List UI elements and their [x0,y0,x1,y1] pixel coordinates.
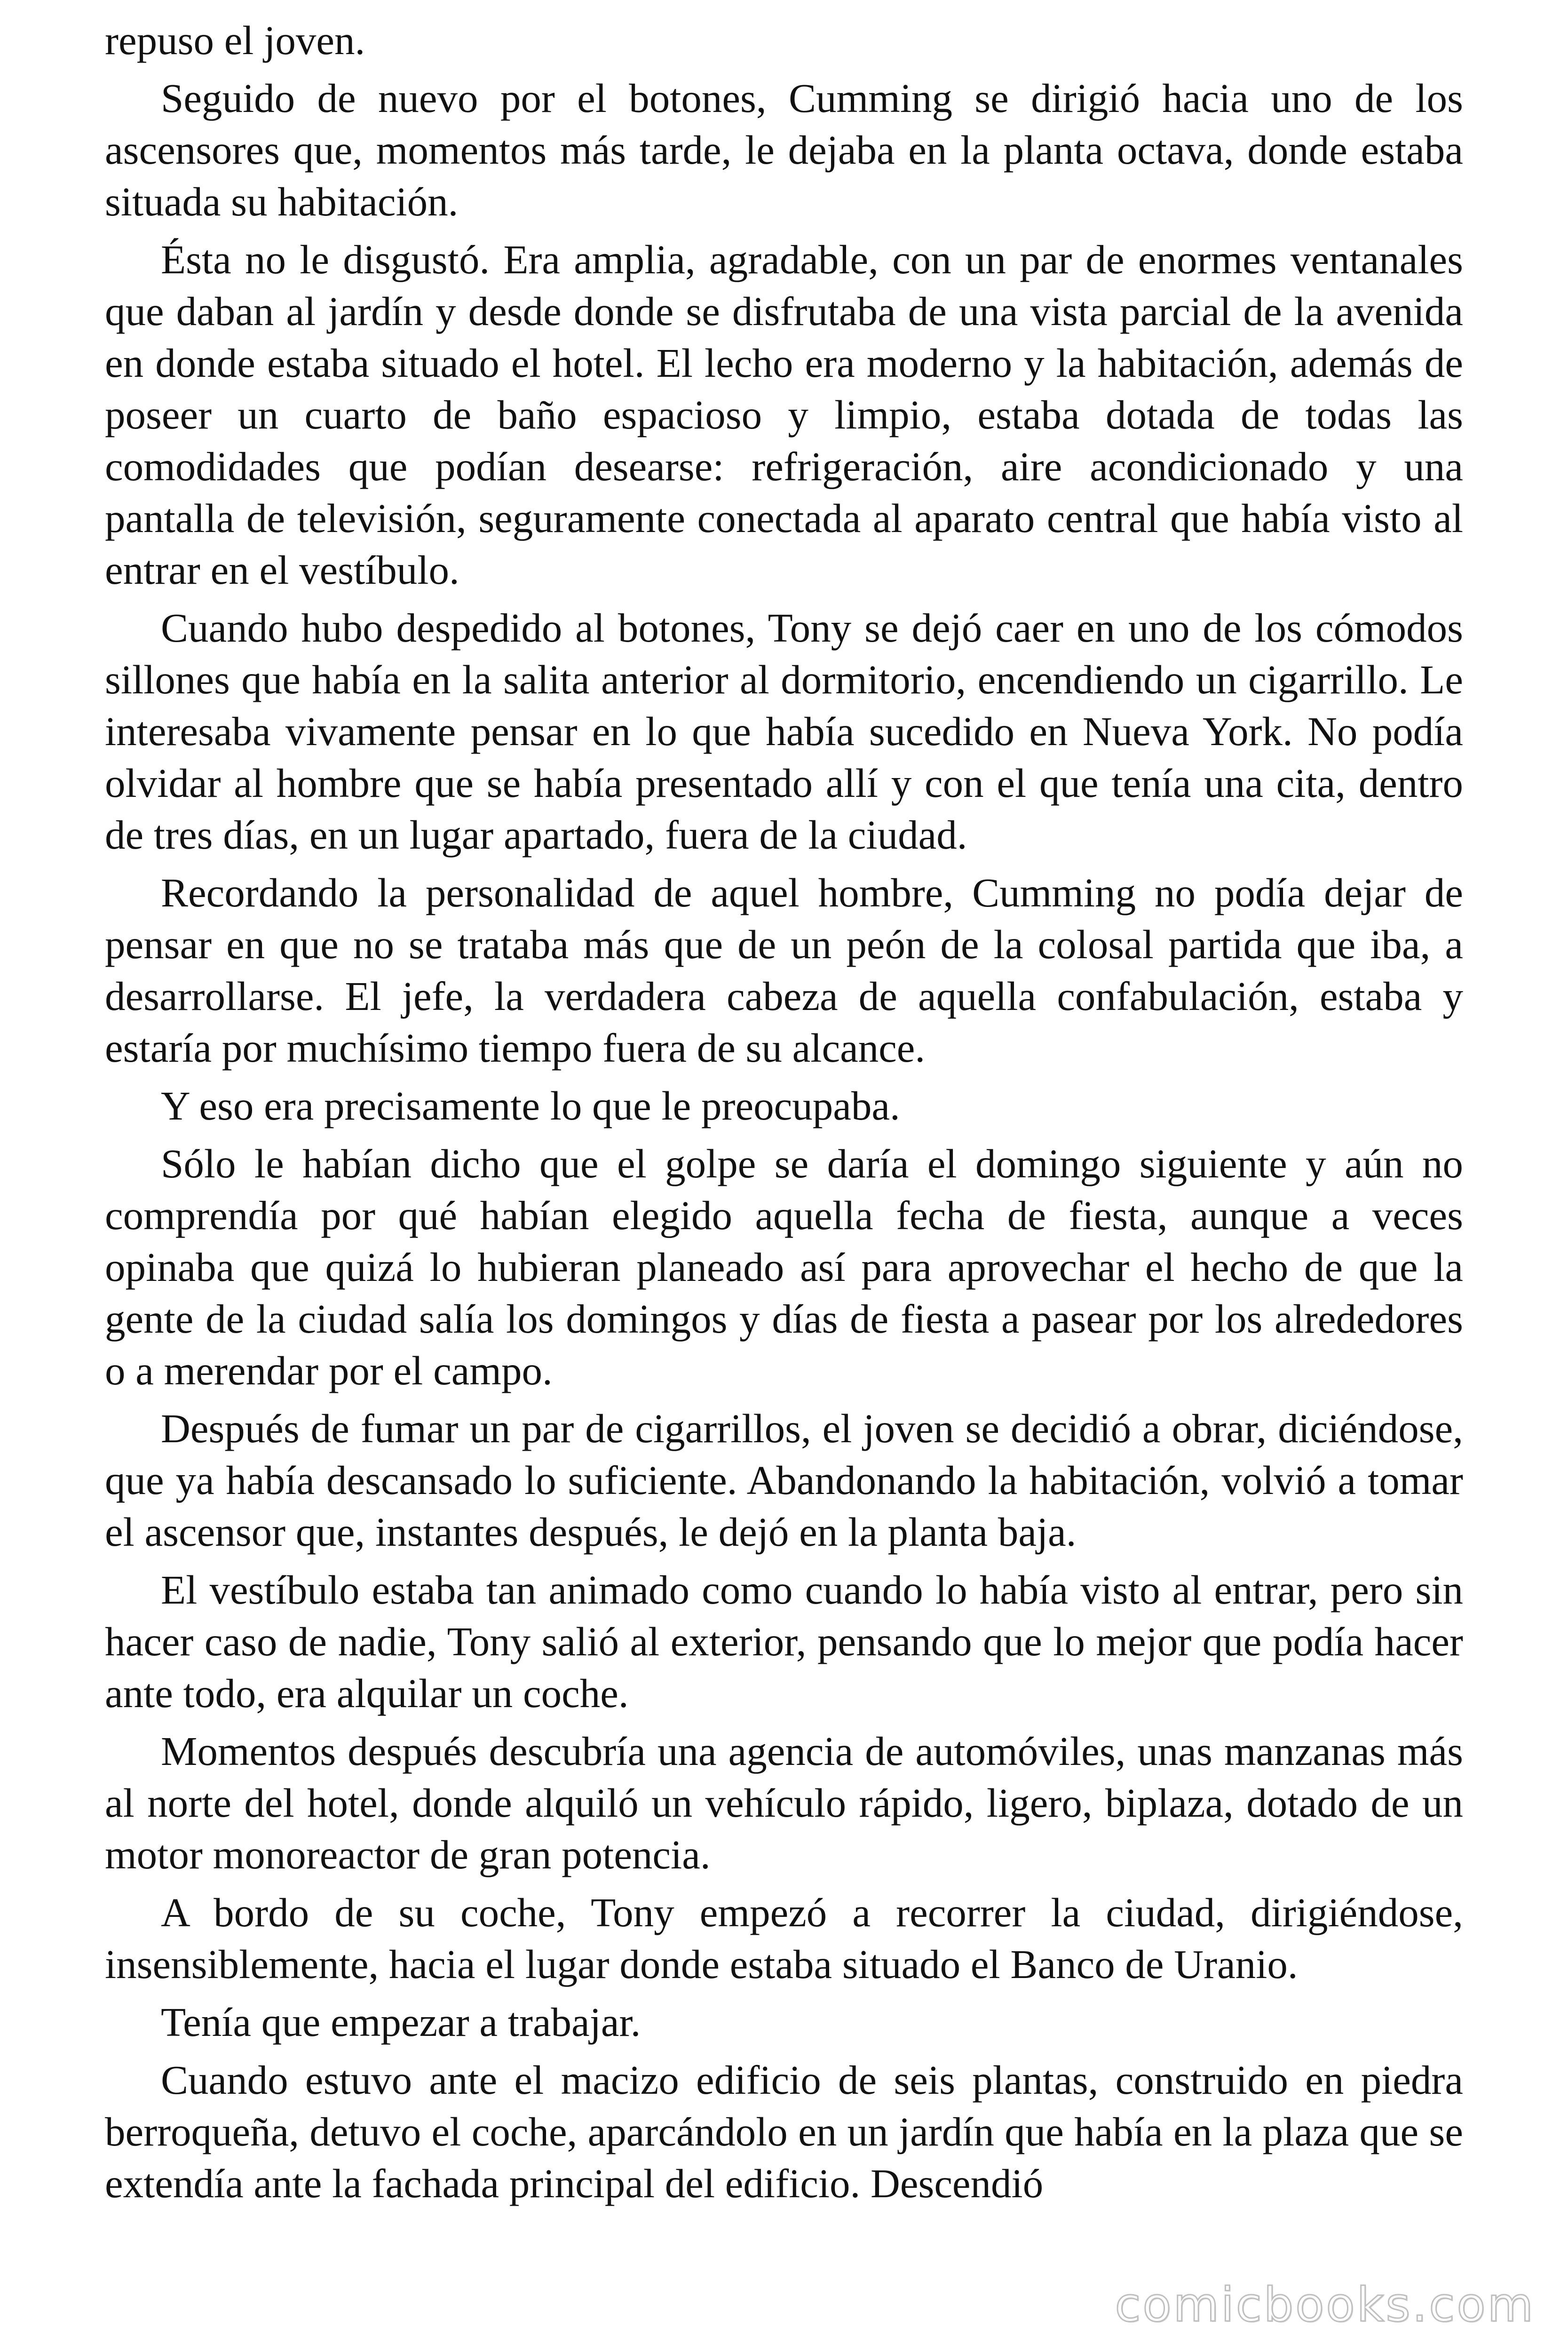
paragraph: El vestíbulo estaba tan animado como cuando lo había visto al entrar, pero sin hacer caso de nadie, Tony salió al exterior, pensando que lo mejor que podía hacer ante todo, era alquilar un coche. [105,1567,1463,1716]
paragraph: Cuando hubo despedido al botones, Tony se dejó caer en uno de los cómodos sillones que había en la salita anterior al dormitorio, encendiendo un cigarrillo. Le interesaba vivamente pensar en lo que había sucedido en Nueva York. No podía olvidar al hombre que se había presentado allí y con el que tenía una cita, dentro de tres días, en un lugar apartado, fuera de la ciudad. [105,605,1463,858]
paragraph: Ésta no le disgustó. Era amplia, agradable, con un par de enormes ventanales que daban al jardín y desde donde se disfrutaba de una vista parcial de la avenida en donde estaba situado el hotel. El lecho era moderno y la habitación, además de poseer un cuarto de baño espacioso y limpio, estaba dotada de todas las comodidades que podían desearse: refrigeración, aire acondicionado y una pantalla de televisión, seguramente conectada al aparato central que había visto al entrar en el vestíbulo. [105,237,1463,593]
paragraph: Después de fumar un par de cigarrillos, el joven se decidió a obrar, diciéndose, que ya había descansado lo suficiente. Abandonando la habitación, volvió a tomar el ascensor que, instantes después, le dejó en la planta baja. [105,1406,1463,1555]
watermark: comicbooks.com [1115,2277,1535,2332]
paragraph: Sólo le habían dicho que el golpe se daría el domingo siguiente y aún no comprendía por qué habían elegido aquella fecha de fiesta, aunque a veces opinaba que quizá lo hubieran planeado así para aprovechar el hecho de que la gente de la ciudad salía los domingos y días de fiesta a pasear por los alrededores o a merendar por el campo. [105,1141,1463,1393]
paragraph: A bordo de su coche, Tony empezó a recorrer la ciudad, dirigiéndose, insensiblemente, hacia el lugar donde estaba situado el Banco de Uranio. [105,1890,1463,1987]
paragraph: Recordando la personalidad de aquel hombre, Cumming no podía dejar de pensar en que no se trataba más que de un peón de la colosal partida que iba, a desarrollarse. El jefe, la verdadera cabeza de aquella confabulación, estaba y estaría por muchísimo tiempo fuera de su alcance. [105,870,1463,1071]
paragraph: Seguido de nuevo por el botones, Cumming se dirigió hacia uno de los ascensores que, momentos más tarde, le dejaba en la planta octava, donde estaba situada su habitación. [105,75,1463,224]
paragraph: Tenía que empezar a trabajar. [161,1999,641,2045]
paragraph: Y eso era precisamente lo que le preocupaba. [161,1083,900,1128]
paragraph: Momentos después descubría una agencia de automóviles, unas manzanas más al norte del hotel, donde alquiló un vehículo rápido, ligero, biplaza, dotado de un motor monoreactor de gran potencia. [105,1728,1463,1877]
paragraph: Cuando estuvo ante el macizo edificio de seis plantas, construido en piedra berroqueña, detuvo el coche, aparcándolo en un jardín que había en la plaza que se extendía ante la fachada principal del edificio. Descendió [105,2057,1463,2206]
paragraph-continuation: repuso el joven. [105,17,365,63]
book-page [105,0,1463,2352]
